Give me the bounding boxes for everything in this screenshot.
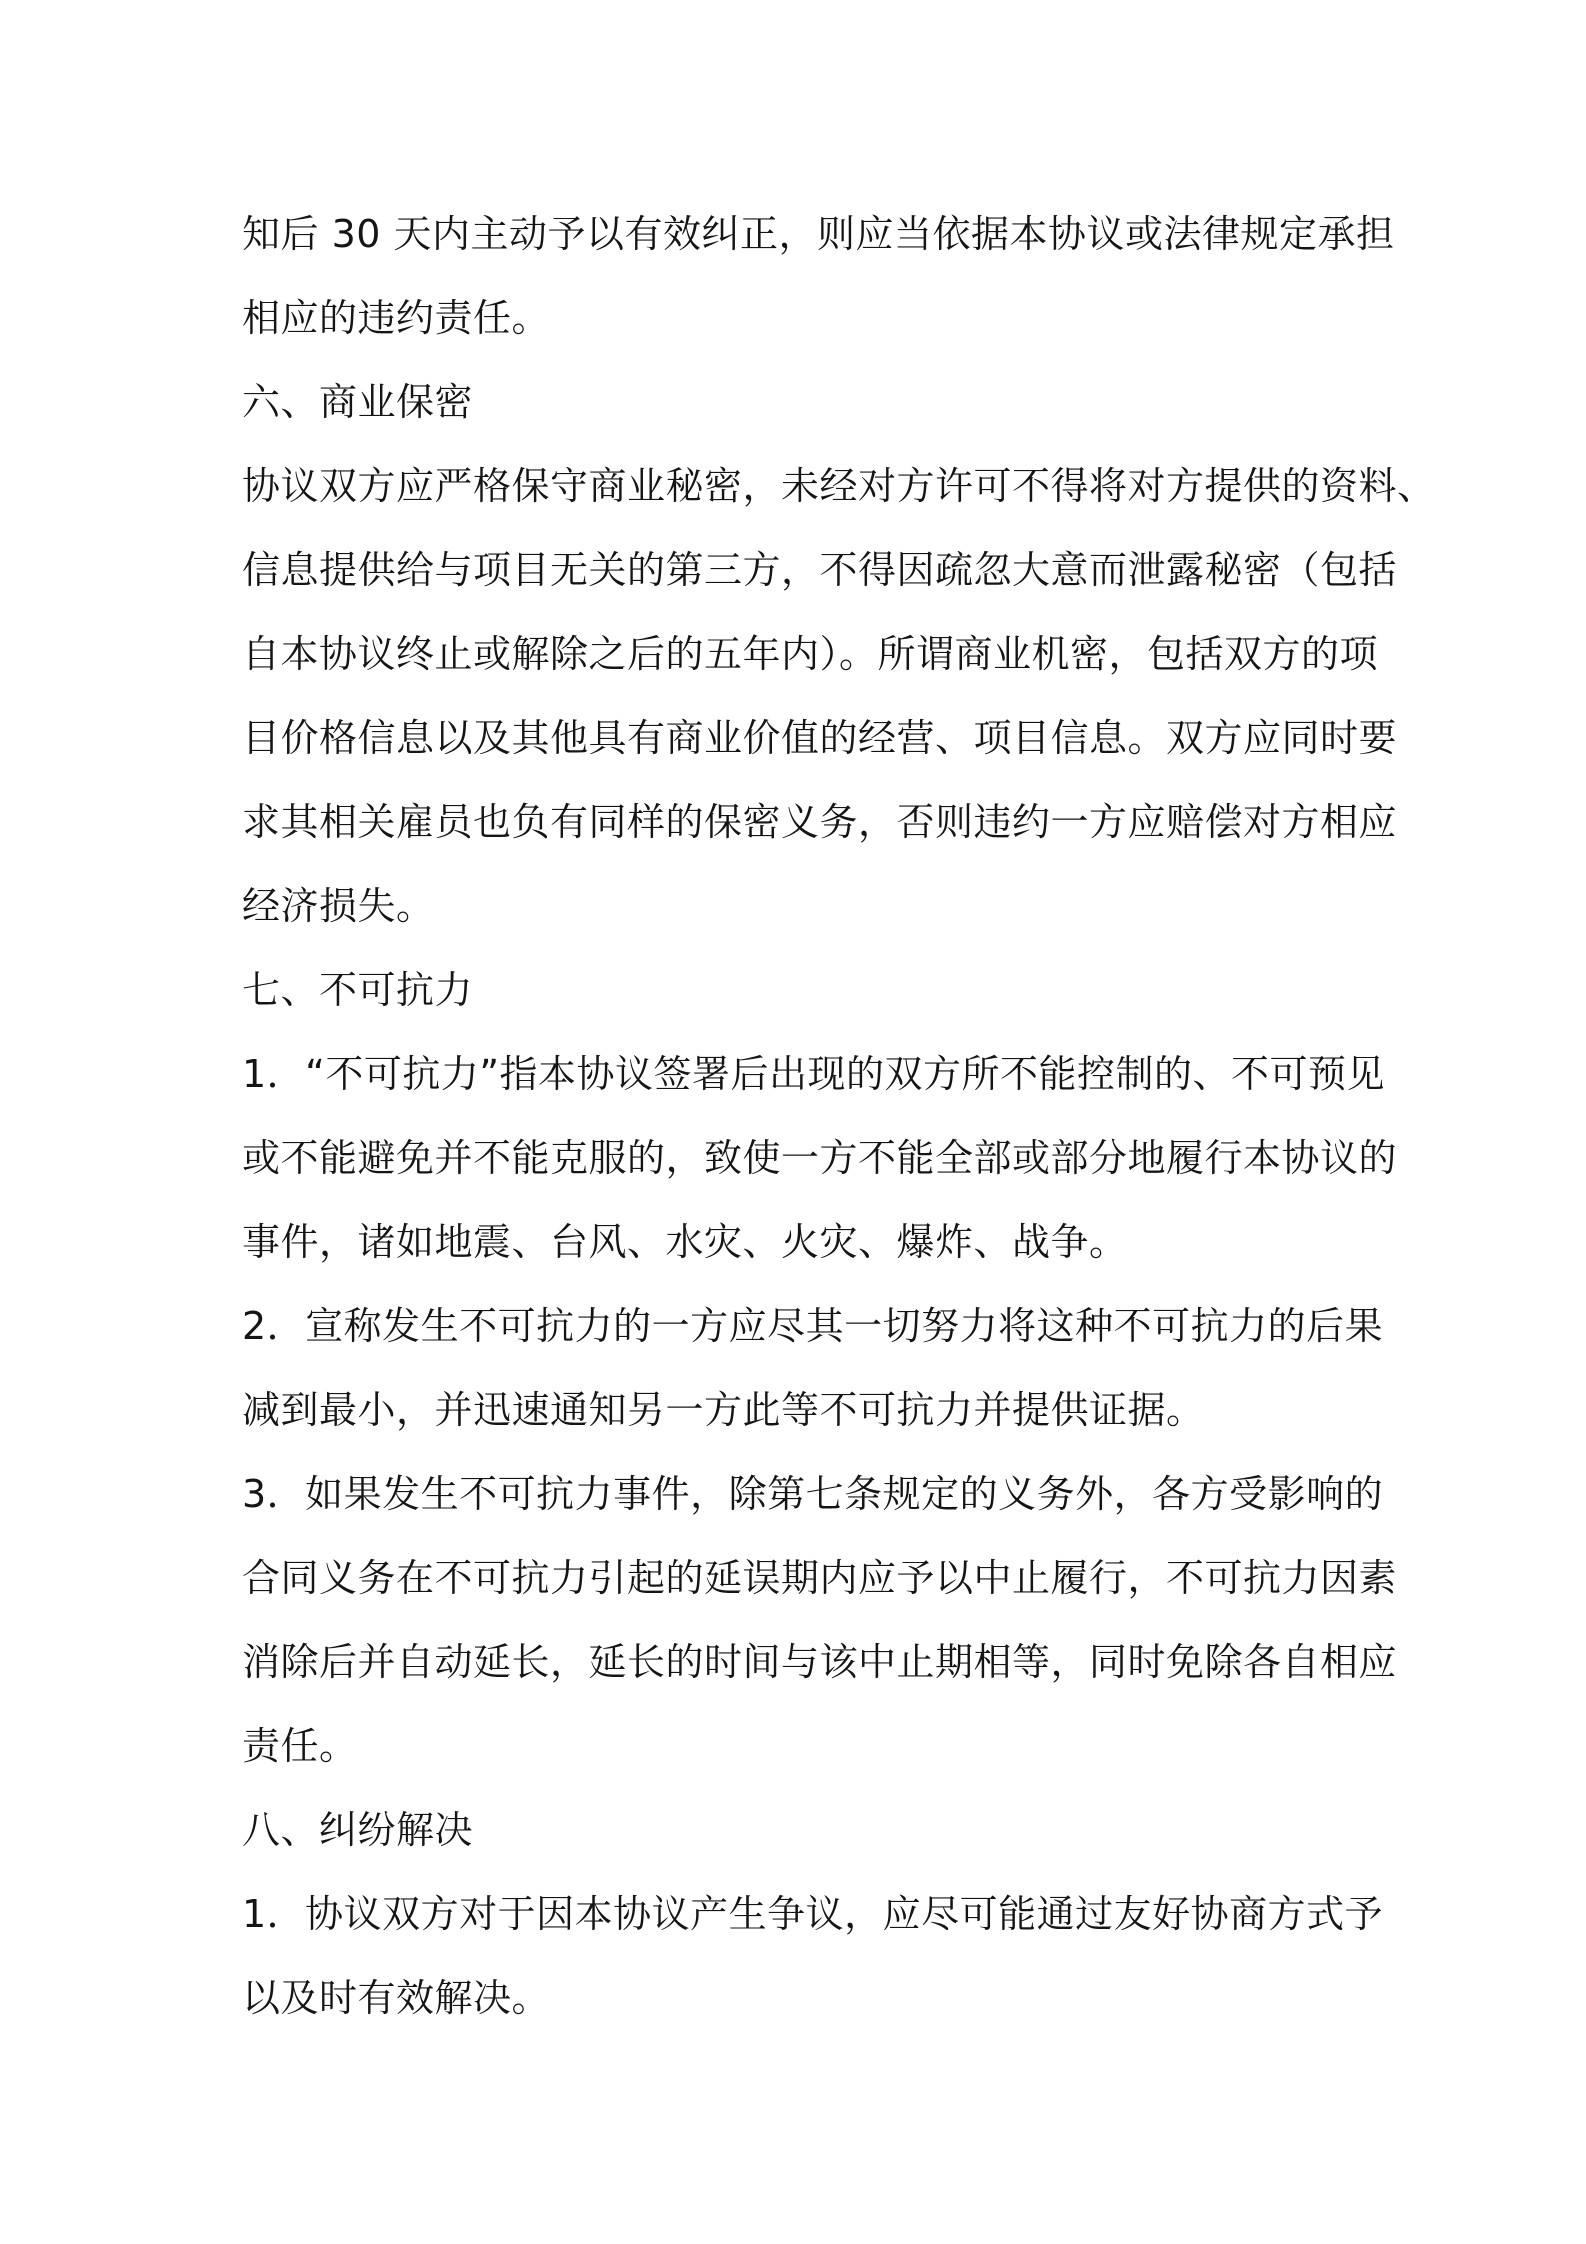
clause-line: 1．协议双方对于因本协议产生争议，应尽可能通过友好协商方式予 [242, 1892, 1384, 1936]
paragraph-line: 经济损失。 [242, 884, 435, 928]
section-heading-confidentiality: 六、商业保密 [242, 380, 474, 424]
paragraph-line: 相应的违约责任。 [242, 296, 551, 340]
clause-line: 1．“不可抗力”指本协议签署后出现的双方所不能控制的、不可预见 [242, 1052, 1386, 1096]
paragraph-line: 求其相关雇员也负有同样的保密义务，否则违约一方应赔偿对方相应 [242, 800, 1398, 844]
paragraph-line: 自本协议终止或解除之后的五年内）。所谓商业机密，包括双方的项 [242, 632, 1379, 676]
clause-line: 2．宣称发生不可抗力的一方应尽其一切努力将这种不可抗力的后果 [242, 1304, 1384, 1348]
paragraph-line: 知后 30 天内主动予以有效纠正，则应当依据本协议或法律规定承担 [242, 212, 1395, 256]
section-heading-dispute-resolution: 八、纠纷解决 [242, 1808, 474, 1852]
clause-line: 以及时有效解决。 [242, 1976, 551, 2020]
clause-line: 消除后并自动延长，延长的时间与该中止期相等，同时免除各自相应 [242, 1640, 1398, 1684]
document-body [242, 192, 1436, 2040]
clause-line: 合同义务在不可抗力引起的延误期内应予以中止履行，不可抗力因素 [242, 1556, 1398, 1600]
clause-line: 3．如果发生不可抗力事件，除第七条规定的义务外，各方受影响的 [242, 1472, 1384, 1516]
paragraph-line: 信息提供给与项目无关的第三方，不得因疏忽大意而泄露秘密（包括 [242, 548, 1398, 592]
section-heading-force-majeure: 七、不可抗力 [242, 968, 474, 1012]
paragraph-line: 目价格信息以及其他具有商业价值的经营、项目信息。双方应同时要 [242, 716, 1398, 760]
paragraph-line: 协议双方应严格保守商业秘密，未经对方许可不得将对方提供的资料、 [242, 464, 1436, 508]
clause-line: 责任。 [242, 1724, 358, 1768]
clause-line: 减到最小，并迅速通知另一方此等不可抗力并提供证据。 [242, 1388, 1205, 1432]
clause-line: 事件，诸如地震、台风、水灾、火灾、爆炸、战争。 [242, 1220, 1128, 1264]
clause-line: 或不能避免并不能克服的，致使一方不能全部或部分地履行本协议的 [242, 1136, 1398, 1180]
